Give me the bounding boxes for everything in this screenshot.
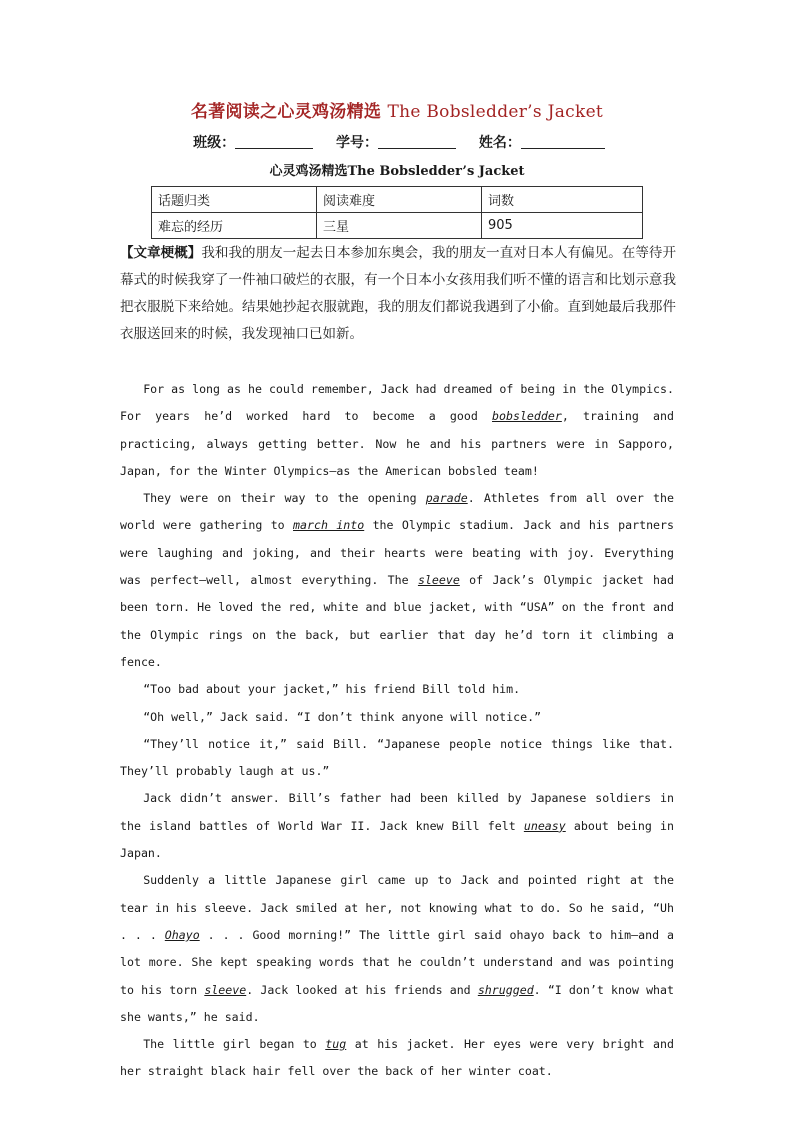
article-summary	[120, 240, 676, 348]
text-run: . “I don’t know what she wants,” he said.	[120, 982, 675, 1024]
table-cell: 905	[482, 213, 643, 239]
text-run: at his jacket. Her eyes were very bright and her straight black hair fell over the back of her winter coat.	[120, 1037, 674, 1079]
text-run: about being in Japan.	[120, 818, 674, 861]
paragraph: “Too bad about your jacket,” his friend Bill told him.	[143, 682, 521, 697]
paragraph: “They’ll notice it,” said Bill. “Japanese people notice things like that. They’ll probably laugh at us.”	[120, 736, 674, 779]
number-blank	[378, 134, 456, 149]
section-subtitle: 心灵鸡汤精选The Bobsledder’s Jacket	[269, 164, 525, 179]
class-label: 班级：	[193, 135, 236, 151]
text-run: Suddenly a little Japanese girl came up to Jack and pointed right at the tear in his sleeve. Jack smiled at her, not knowing what to do. So he said, “Uh . . .	[120, 873, 674, 942]
text-run: . Jack looked at his friends and	[246, 982, 478, 997]
text-run: . . . Good morning!” The little girl said ohayo back to him—and a lot more. She kept speaking words that he couldn’t understand and was pointing to his torn	[120, 927, 674, 997]
vocab-word: sleeve	[204, 982, 247, 997]
document-title	[0, 97, 794, 122]
vocab-word: bobsledder	[492, 409, 562, 424]
number-label: 学号：	[336, 135, 378, 151]
vocab-word: tug	[325, 1037, 347, 1052]
text-run: They were on their way to the opening	[143, 491, 426, 506]
text-run: , training and practicing, always getting better. Now he and his partners were in Sapporo, Japan, for the Winter Olympics—as the American bobsled team!	[120, 409, 674, 478]
table-cell: 词数	[482, 187, 643, 213]
vocab-word: uneasy	[523, 818, 566, 833]
student-info-fields	[0, 132, 794, 152]
text-run: For as long as he could remember, Jack had dreamed of being in the Olympics. For years he’d worked hard to become a good	[120, 382, 674, 424]
summary-text: 我和我的朋友一起去日本参加东奥会，我的朋友一直对日本人有偏见。在等待开幕式的时候我穿了一件袖口破烂的衣服，有一个日本小女孩用我们听不懂的语言和比划示意我把衣服脱下来给她。结果她抄起衣服就跑，我的朋友们都说我遇到了小偷。直到她最后我那件衣服送回来的时候，我发现袖口已如新。	[120, 245, 676, 342]
title-chinese: 名著阅读之心灵鸡汤精选	[190, 102, 382, 122]
table-cell: 阅读难度	[317, 187, 482, 213]
paragraph: “Oh well,” Jack said. “I don’t think anyone will notice.”	[143, 709, 542, 724]
text-run: The little girl began to	[143, 1037, 326, 1052]
title-english: The Bobsledder’s Jacket	[387, 102, 604, 122]
text-run: the Olympic stadium. Jack and his partners were laughing and joking, and their hearts were beating with joy. Everything was perfect—well, almost everything. The	[120, 518, 674, 588]
text-run: of Jack’s Olympic jacket had been torn. He loved the red, white and blue jacket, with “USA” on the front and the Olympic rings on the back, but earlier that day he’d torn it climbing a fence.	[120, 573, 674, 669]
vocab-word: parade	[425, 491, 468, 506]
name-blank	[521, 134, 605, 149]
paragraph	[120, 785, 674, 867]
text-run: Jack didn’t answer. Bill’s father had been killed by Japanese soldiers in the island battles of World War II. Jack knew Bill felt	[120, 791, 674, 833]
table-row	[152, 187, 643, 213]
vocab-word: sleeve	[417, 573, 460, 588]
paragraph	[120, 1031, 674, 1086]
table-cell: 话题归类	[152, 187, 317, 213]
text-run: . Athletes from all over the world were gathering to	[120, 491, 674, 533]
summary-tag: 【文章梗概】	[120, 245, 202, 261]
paragraph	[120, 867, 674, 1031]
table-cell: 难忘的经历	[152, 213, 317, 239]
table-row	[152, 213, 643, 239]
vocab-word: march into	[293, 518, 365, 533]
vocab-word: Ohayo	[164, 927, 200, 942]
reading-info-table	[151, 186, 643, 239]
class-blank	[235, 134, 313, 149]
paragraph	[120, 376, 674, 485]
vocab-word: shrugged	[477, 982, 534, 997]
name-label: 姓名：	[478, 135, 521, 151]
passage-body	[120, 376, 674, 1086]
paragraph	[120, 485, 674, 676]
table-cell: 三星	[317, 213, 482, 239]
